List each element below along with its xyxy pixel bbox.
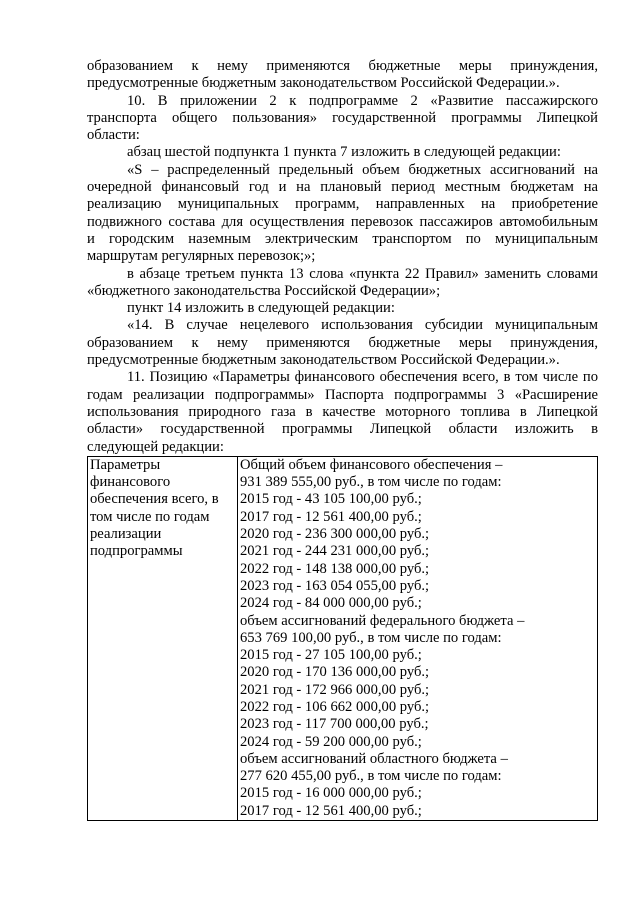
text-line: «S – распределенный предельный объем бюджетных ассигнований на — [127, 161, 598, 178]
cell-text-line: 2017 год - 12 561 400,00 руб.; — [240, 508, 422, 525]
text-line: области: — [87, 127, 140, 144]
paragraph-4 — [87, 162, 598, 266]
paragraph-8 — [87, 369, 598, 455]
paragraph-2 — [87, 93, 598, 145]
cell-text-line: 2021 год - 172 966 000,00 руб.; — [240, 681, 430, 698]
cell-text-line: 2015 год - 43 105 100,00 руб.; — [240, 491, 422, 508]
cell-text-line: 2023 год - 163 054 055,00 руб.; — [240, 577, 430, 594]
text-line: 11. Позицию «Параметры финансового обеспечения всего, в том числе по — [127, 369, 598, 386]
cell-text-line: подпрограммы — [90, 543, 183, 560]
cell-text-line: реализации — [90, 526, 162, 543]
text-line: годам реализации подпрограммы» Паспорта подпрограммы 3 «Расширение — [87, 386, 598, 403]
cell-text-line: финансового — [90, 474, 171, 491]
cell-text-line: 2020 год - 236 300 000,00 руб.; — [240, 526, 430, 543]
parameter-name-cell — [88, 456, 238, 820]
cell-text-line: 2021 год - 244 231 000,00 руб.; — [240, 543, 430, 560]
text-line: «14. В случае нецелевого использования субсидии муниципальным — [127, 317, 598, 334]
paragraph-5 — [87, 266, 598, 301]
text-line: очередной финансовый год и на плановый период местным бюджетам на — [87, 179, 598, 196]
cell-text-line: 2024 год - 59 200 000,00 руб.; — [240, 733, 422, 750]
cell-text-line: 2017 год - 12 561 400,00 руб.; — [240, 802, 422, 819]
text-line: маршрутам регулярных перевозок;»; — [87, 248, 316, 265]
text-line: транспорта общего пользования» государственной программы Липецкой — [87, 109, 598, 126]
cell-text-line: обеспечения всего, в — [90, 491, 219, 508]
cell-text-line: 2015 год - 27 105 100,00 руб.; — [240, 647, 422, 664]
text-line: и городским наземным электрическим транспортом по муниципальным — [87, 230, 598, 247]
cell-text-line: 2022 год - 148 138 000,00 руб.; — [240, 560, 430, 577]
paragraph-6 — [87, 300, 598, 317]
text-line: следующей редакции: — [87, 438, 224, 455]
cell-text-line: 2020 год - 170 136 000,00 руб.; — [240, 664, 430, 681]
cell-text-line: 2015 год - 16 000 000,00 руб.; — [240, 785, 422, 802]
paragraph-3 — [87, 144, 598, 161]
text-line: подвижного состава для осуществления перевозок пассажиров автомобильным — [87, 213, 598, 230]
cell-text-line: Параметры — [90, 456, 161, 473]
cell-text-line: 931 389 555,00 руб., в том числе по годам: — [240, 474, 502, 491]
text-line: пункт 14 изложить в следующей редакции: — [127, 300, 395, 317]
cell-text-line: Общий объем финансового обеспечения – — [240, 456, 503, 473]
cell-text-line: 277 620 455,00 руб., в том числе по годам: — [240, 768, 502, 785]
text-line: предусмотренные бюджетным законодательством Российской Федерации.». — [87, 75, 560, 92]
text-line: 10. В приложении 2 к подпрограмме 2 «Развитие пассажирского — [127, 92, 598, 109]
text-line: абзац шестой подпункта 1 пункта 7 изложить в следующей редакции: — [127, 144, 561, 161]
text-line: образованием к нему применяются бюджетные меры принуждения, — [87, 58, 598, 74]
parameter-value-cell — [238, 456, 598, 820]
text-line: образованием к нему применяются бюджетные меры принуждения, — [87, 334, 598, 351]
cell-text-line: том числе по годам — [90, 508, 210, 525]
cell-text-line: объем ассигнований областного бюджета – — [240, 750, 508, 767]
paragraph-1 — [87, 58, 598, 93]
document-body — [87, 58, 598, 821]
text-line: в абзаце третьем пункта 13 слова «пункта 22 Правил» заменить словами — [127, 265, 598, 282]
cell-text-line: 2024 год - 84 000 000,00 руб.; — [240, 595, 422, 612]
cell-text-line: объем ассигнований федерального бюджета – — [240, 612, 525, 629]
cell-text-line: 653 769 100,00 руб., в том числе по годам: — [240, 629, 502, 646]
text-line: использования природного газа в качестве моторного топлива в Липецкой — [87, 403, 598, 420]
text-line: предусмотренные бюджетным законодательством Российской Федерации.». — [87, 352, 560, 369]
text-line: области» государственной программы Липецкой области изложить в — [87, 421, 598, 438]
cell-text-line: 2023 год - 117 700 000,00 руб.; — [240, 716, 429, 733]
text-line: «бюджетного законодательства Российской Федерации»; — [87, 282, 441, 299]
paragraph-7 — [87, 317, 598, 369]
text-line: реализацию муниципальных программ, направленных на приобретение — [87, 196, 598, 213]
cell-text-line: 2022 год - 106 662 000,00 руб.; — [240, 698, 430, 715]
financing-parameters-table — [87, 456, 598, 821]
table-row — [88, 456, 598, 820]
